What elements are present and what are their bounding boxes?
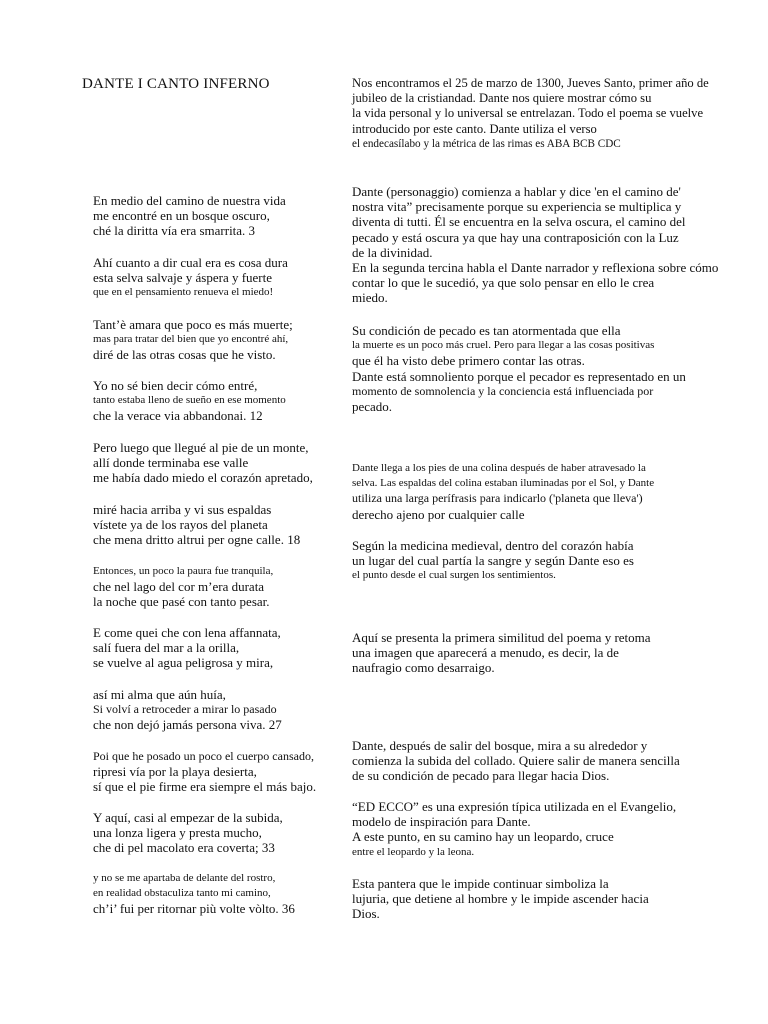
commentary-line: Dios.	[352, 906, 380, 922]
commentary-line: el punto desde el cual surgen los sentimientos.	[352, 569, 556, 582]
verse-line: una lonza ligera y presta mucho,	[93, 825, 262, 841]
verse-line: Si volví a retroceder a mirar lo pasado	[93, 702, 277, 717]
commentary-line: contar lo que le sucedió, ya que solo pensar en ello le crea	[352, 275, 655, 291]
commentary-paragraph	[352, 876, 766, 922]
commentary-line: lujuria, que detiene al hombre y le impide ascender hacia	[352, 891, 649, 907]
commentary-line: la muerte es un poco más cruel. Pero para llegar a las cosas positivas	[352, 339, 655, 352]
commentary-line: Su condición de pecado es tan atormentada que ella	[352, 323, 621, 338]
verse-line: Pero luego que llegué al pie de un monte,	[93, 440, 309, 455]
commentary-line: que él ha visto debe primero contar las otras.	[352, 353, 585, 369]
verse-line: che non dejó jamás persona viva. 27	[93, 717, 282, 733]
commentary-line: Nos encontramos el 25 de marzo de 1300, Jueves Santo, primer año de	[352, 76, 709, 90]
verse-line: que en el pensamiento renueva el miedo!	[93, 286, 274, 299]
stanza	[93, 378, 341, 424]
commentary-paragraph	[352, 76, 766, 152]
verse-line: mas para tratar del bien que yo encontré ahí,	[93, 333, 289, 346]
commentary-line: naufragio como desarraigo.	[352, 660, 495, 676]
commentary-line: Aquí se presenta la primera similitud del poema y retoma	[352, 630, 651, 645]
verse-line: allí donde terminaba ese valle	[93, 455, 249, 471]
verse-line: En medio del camino de nuestra vida	[93, 193, 286, 208]
commentary-paragraph	[352, 184, 766, 306]
verse-line: Y aquí, casi al empezar de la subida,	[93, 810, 283, 825]
verse-line: esta selva salvaje y áspera y fuerte	[93, 270, 273, 286]
commentary-line: A este punto, en su camino hay un leopardo, cruce	[352, 829, 614, 845]
verse-line: E come quei che con lena affannata,	[93, 625, 281, 640]
verse-line: me encontré en un bosque oscuro,	[93, 208, 270, 224]
stanza	[93, 749, 341, 795]
verse-line: che di pel macolato era coverta; 33	[93, 840, 275, 856]
commentary-line: de su condición de pecado para llegar hacia Dios.	[352, 768, 610, 784]
commentary-line: el endecasílabo y la métrica de las rimas es ABA BCB CDC	[352, 137, 621, 150]
verse-line: ripresi vía por la playa desierta,	[93, 764, 257, 780]
verse-line: tanto estaba lleno de sueño en ese momento	[93, 394, 286, 407]
verse-line: en realidad obstaculiza tanto mi camino,	[93, 887, 271, 900]
verse-line: así mi alma que aún huía,	[93, 687, 226, 702]
commentary-paragraph	[352, 538, 766, 584]
stanza	[93, 193, 341, 239]
commentary-line: entre el leopardo y la leona.	[352, 845, 475, 858]
stanza	[93, 687, 341, 733]
commentary-line: nostra vita” precisamente porque su experiencia se multiplica y	[352, 199, 682, 215]
commentary-line: En la segunda tercina habla el Dante narrador y reflexiona sobre cómo	[352, 260, 719, 276]
stanza	[93, 255, 341, 301]
stanza	[93, 810, 341, 856]
commentary-line: Dante (personaggio) comienza a hablar y dice 'en el camino de'	[352, 184, 681, 199]
commentary-line: utiliza una larga perífrasis para indicarlo ('planeta que lleva')	[352, 491, 643, 506]
verse-line: Ahí cuanto a dir cual era es cosa dura	[93, 255, 288, 270]
commentary-line: momento de somnolencia y la conciencia está influenciada por	[352, 383, 654, 398]
commentary-line: introducido por este canto. Dante utiliza el verso	[352, 121, 597, 136]
commentary-paragraph	[352, 630, 766, 676]
commentary-line: derecho ajeno por cualquier calle	[352, 506, 525, 522]
commentary-line: Según la medicina medieval, dentro del corazón había	[352, 538, 634, 553]
verse-line: che mena dritto altrui per ogne calle. 18	[93, 532, 301, 548]
commentary-line: pecado.	[352, 399, 393, 415]
commentary-line: la vida personal y lo universal se entrelazan. Todo el poema se vuelve	[352, 106, 704, 121]
verse-line: miré hacia arriba y vi sus espaldas	[93, 502, 272, 517]
stanza	[93, 564, 341, 610]
page-title: DANTE I CANTO INFERNO	[82, 76, 270, 92]
commentary-line: Dante, después de salir del bosque, mira a su alrededor y	[352, 738, 648, 753]
commentary-line: modelo de inspiración para Dante.	[352, 814, 531, 830]
commentary-line: Dante está somnoliento porque el pecador es representado en un	[352, 368, 686, 384]
commentary-line: miedo.	[352, 290, 388, 306]
verse-line: ché la diritta vía era smarrita. 3	[93, 223, 256, 239]
commentary-paragraph	[352, 461, 766, 522]
verse-line: Tant’è amara que poco es más muerte;	[93, 317, 293, 332]
commentary-line: de la divinidad.	[352, 244, 433, 260]
stanza	[93, 317, 341, 363]
verse-line: ch’i’ fui per ritornar più volte vòlto. 36	[93, 901, 295, 917]
commentary-line: selva. Las espaldas del colina estaban iluminadas por el Sol, y Dante	[352, 477, 655, 490]
verse-line: Poi que he posado un poco el cuerpo cansado,	[93, 749, 314, 763]
verse-line: la noche que pasé con tanto pesar.	[93, 594, 270, 610]
commentary-line: comienza la subida del collado. Quiere salir de manera sencilla	[352, 753, 680, 769]
commentary-line: pecado y está oscura ya que hay una contraposición con la Luz	[352, 229, 679, 245]
verse-line: salí fuera del mar a la orilla,	[93, 640, 240, 656]
verse-line: y no se me apartaba de delante del rostro,	[93, 872, 276, 884]
verse-line: vístete ya de los rayos del planeta	[93, 517, 268, 533]
commentary-paragraph	[352, 323, 766, 414]
stanza	[93, 871, 341, 917]
commentary-line: Dante llega a los pies de una colina después de haber atravesado la	[352, 462, 646, 474]
commentary-paragraph	[352, 799, 766, 860]
commentary-line: una imagen que aparecerá a menudo, es decir, la de	[352, 645, 619, 661]
verse-line: che la verace via abbandonai. 12	[93, 408, 263, 424]
commentary-line: “ED ECCO” es una expresión típica utilizada en el Evangelio,	[352, 799, 677, 814]
commentary-line: jubileo de la cristiandad. Dante nos quiere mostrar cómo su	[352, 91, 652, 106]
commentary-line: diventa di tutti. Él se encuentra en la selva oscura, el camino del	[352, 214, 686, 230]
verse-line: Yo no sé bien decir cómo entré,	[93, 378, 258, 393]
stanza	[93, 502, 341, 548]
verse-line: che nel lago del cor m’era durata	[93, 579, 265, 595]
stanza	[93, 625, 341, 671]
verse-line: diré de las otras cosas que he visto.	[93, 347, 276, 363]
verse-line: me había dado miedo el corazón apretado,	[93, 470, 313, 486]
commentary-paragraph	[352, 738, 766, 784]
verse-line: sí que el pie firme era siempre el más bajo.	[93, 779, 317, 795]
commentary-line: un lugar del cual partía la sangre y según Dante eso es	[352, 553, 634, 569]
verse-line: se vuelve al agua peligrosa y mira,	[93, 655, 274, 671]
commentary-line: Esta pantera que le impide continuar simboliza la	[352, 876, 609, 891]
stanza	[93, 440, 341, 486]
verse-line: Entonces, un poco la paura fue tranquila,	[93, 565, 274, 577]
